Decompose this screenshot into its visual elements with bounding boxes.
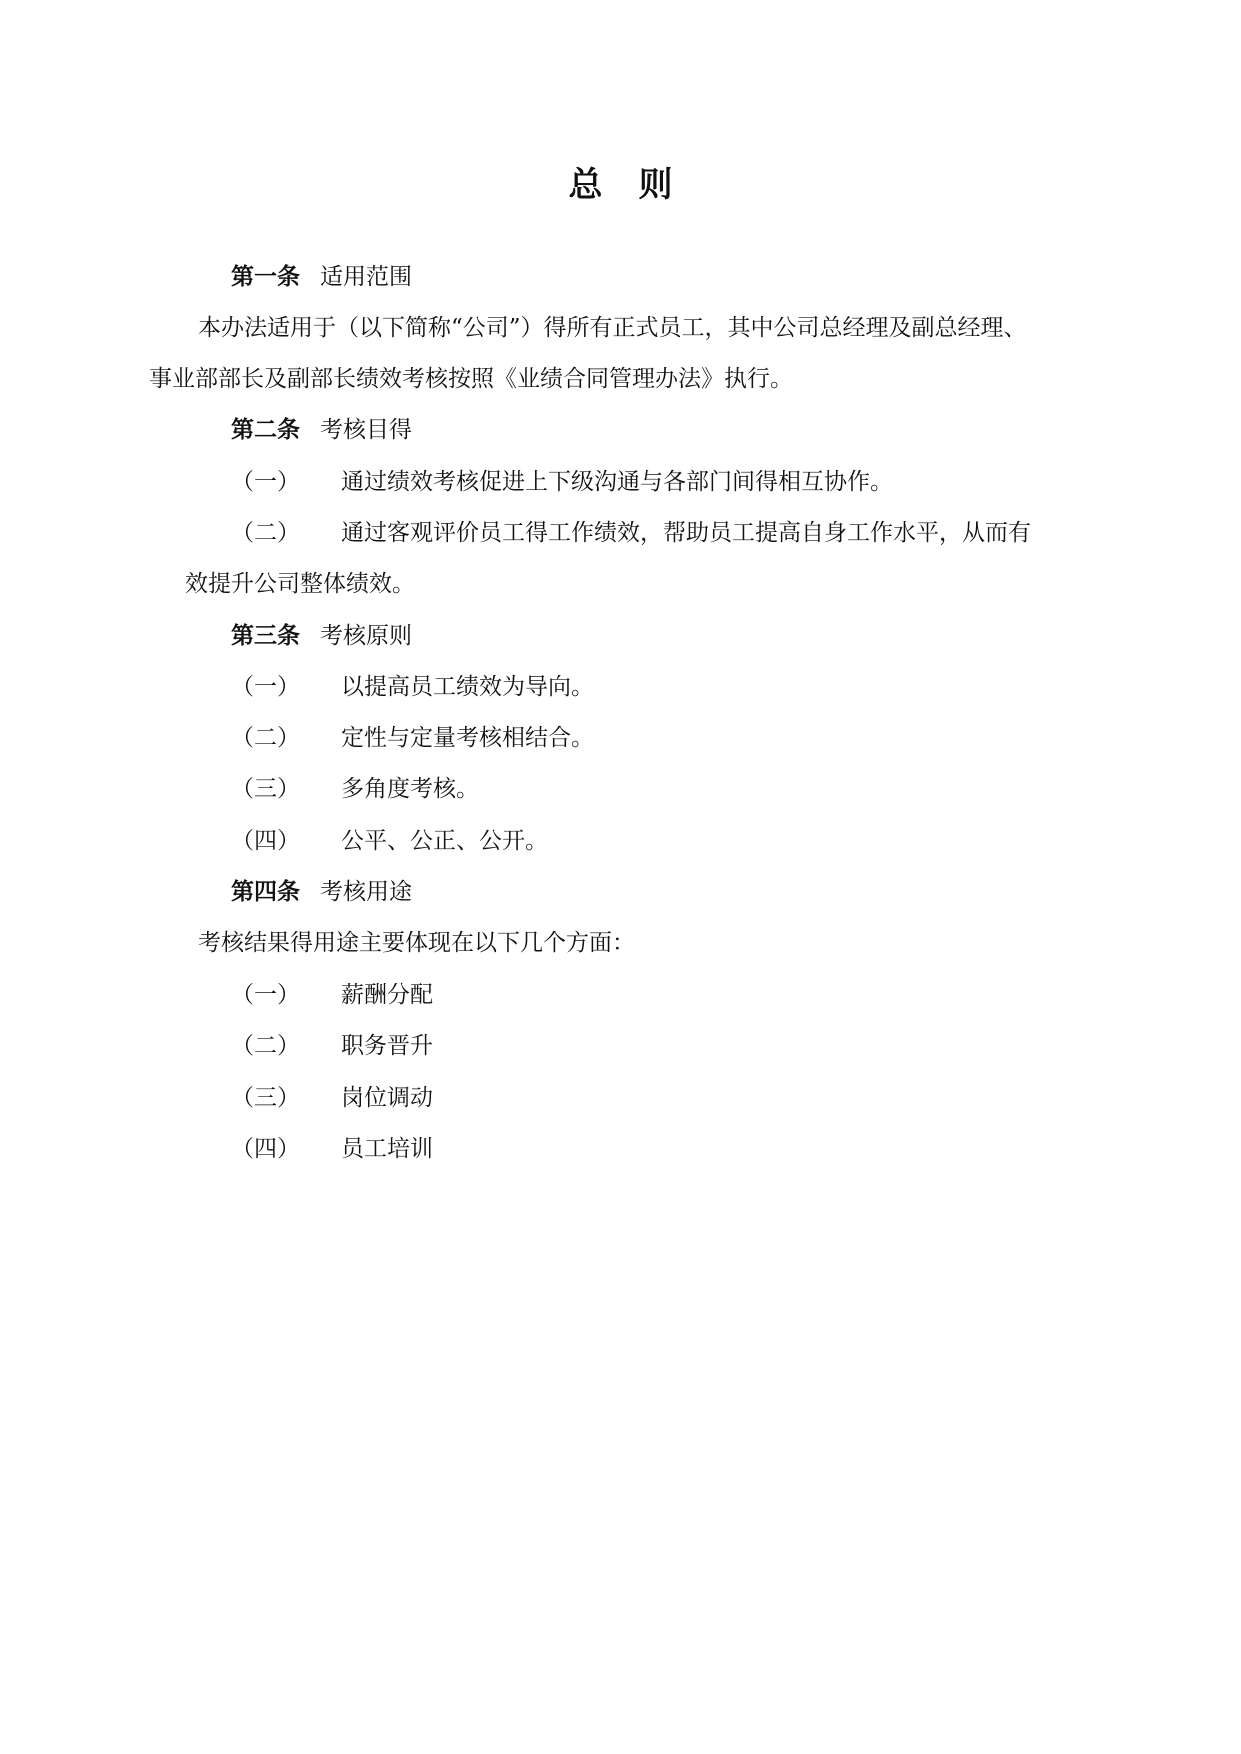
list-marker: （二） — [231, 1033, 300, 1059]
list-item-text: 定性与定量考核相结合。 — [341, 725, 594, 751]
article-1-paragraph-line-1: 本办法适用于（以下简称“公司”）得所有正式员工，其中公司总经理及副总经理、 — [198, 315, 1027, 341]
article-1-heading — [231, 261, 412, 293]
article-4-intro: 考核结果得用途主要体现在以下几个方面： — [198, 930, 635, 956]
article-2-item-1 — [231, 466, 893, 498]
article-2-item-2 — [231, 517, 1031, 549]
list-marker: （四） — [231, 1136, 300, 1162]
article-1-paragraph-line-2: 事业部部长及副部长绩效考核按照《业绩合同管理办法》执行。 — [149, 366, 793, 392]
article-3-item-3 — [231, 773, 479, 805]
article-4-number: 第四条 — [231, 879, 300, 905]
page-title — [0, 163, 1241, 207]
article-4-title: 考核用途 — [320, 879, 412, 905]
list-marker: （二） — [231, 725, 300, 751]
list-item-text: 岗位调动 — [341, 1085, 433, 1111]
article-1-number: 第一条 — [231, 264, 300, 290]
list-item-text: 薪酬分配 — [341, 982, 433, 1008]
list-marker: （一） — [231, 469, 300, 495]
article-3-number: 第三条 — [231, 623, 300, 649]
article-3-title: 考核原则 — [320, 623, 412, 649]
list-marker: （四） — [231, 828, 300, 854]
article-4-item-3 — [231, 1082, 433, 1114]
list-marker: （二） — [231, 520, 300, 546]
title-part-2: 则 — [638, 165, 673, 205]
article-4-item-4 — [231, 1133, 433, 1165]
article-4-item-1 — [231, 979, 433, 1011]
article-3-item-2 — [231, 722, 594, 754]
list-item-text: 公平、公正、公开。 — [341, 828, 548, 854]
list-marker: （一） — [231, 982, 300, 1008]
article-2-number: 第二条 — [231, 417, 300, 443]
list-item-text: 多角度考核。 — [341, 776, 479, 802]
article-3-item-1 — [231, 671, 594, 703]
article-3-item-4 — [231, 825, 548, 857]
article-2-title: 考核目得 — [320, 417, 412, 443]
title-part-1: 总 — [568, 165, 603, 205]
article-4-heading — [231, 876, 412, 908]
list-item-text: 职务晋升 — [341, 1033, 433, 1059]
article-3-heading — [231, 620, 412, 652]
list-item-text: 员工培训 — [341, 1136, 433, 1162]
list-marker: （一） — [231, 674, 300, 700]
list-marker: （三） — [231, 776, 300, 802]
list-item-text: 通过绩效考核促进上下级沟通与各部门间得相互协作。 — [341, 469, 893, 495]
list-item-text: 以提高员工绩效为导向。 — [341, 674, 594, 700]
article-2-heading — [231, 414, 412, 446]
article-2-item-2-continuation: 效提升公司整体绩效。 — [185, 571, 415, 597]
list-marker: （三） — [231, 1085, 300, 1111]
article-4-item-2 — [231, 1030, 433, 1062]
article-1-title: 适用范围 — [320, 264, 412, 290]
list-item-text: 通过客观评价员工得工作绩效，帮助员工提高自身工作水平，从而有 — [341, 520, 1031, 546]
